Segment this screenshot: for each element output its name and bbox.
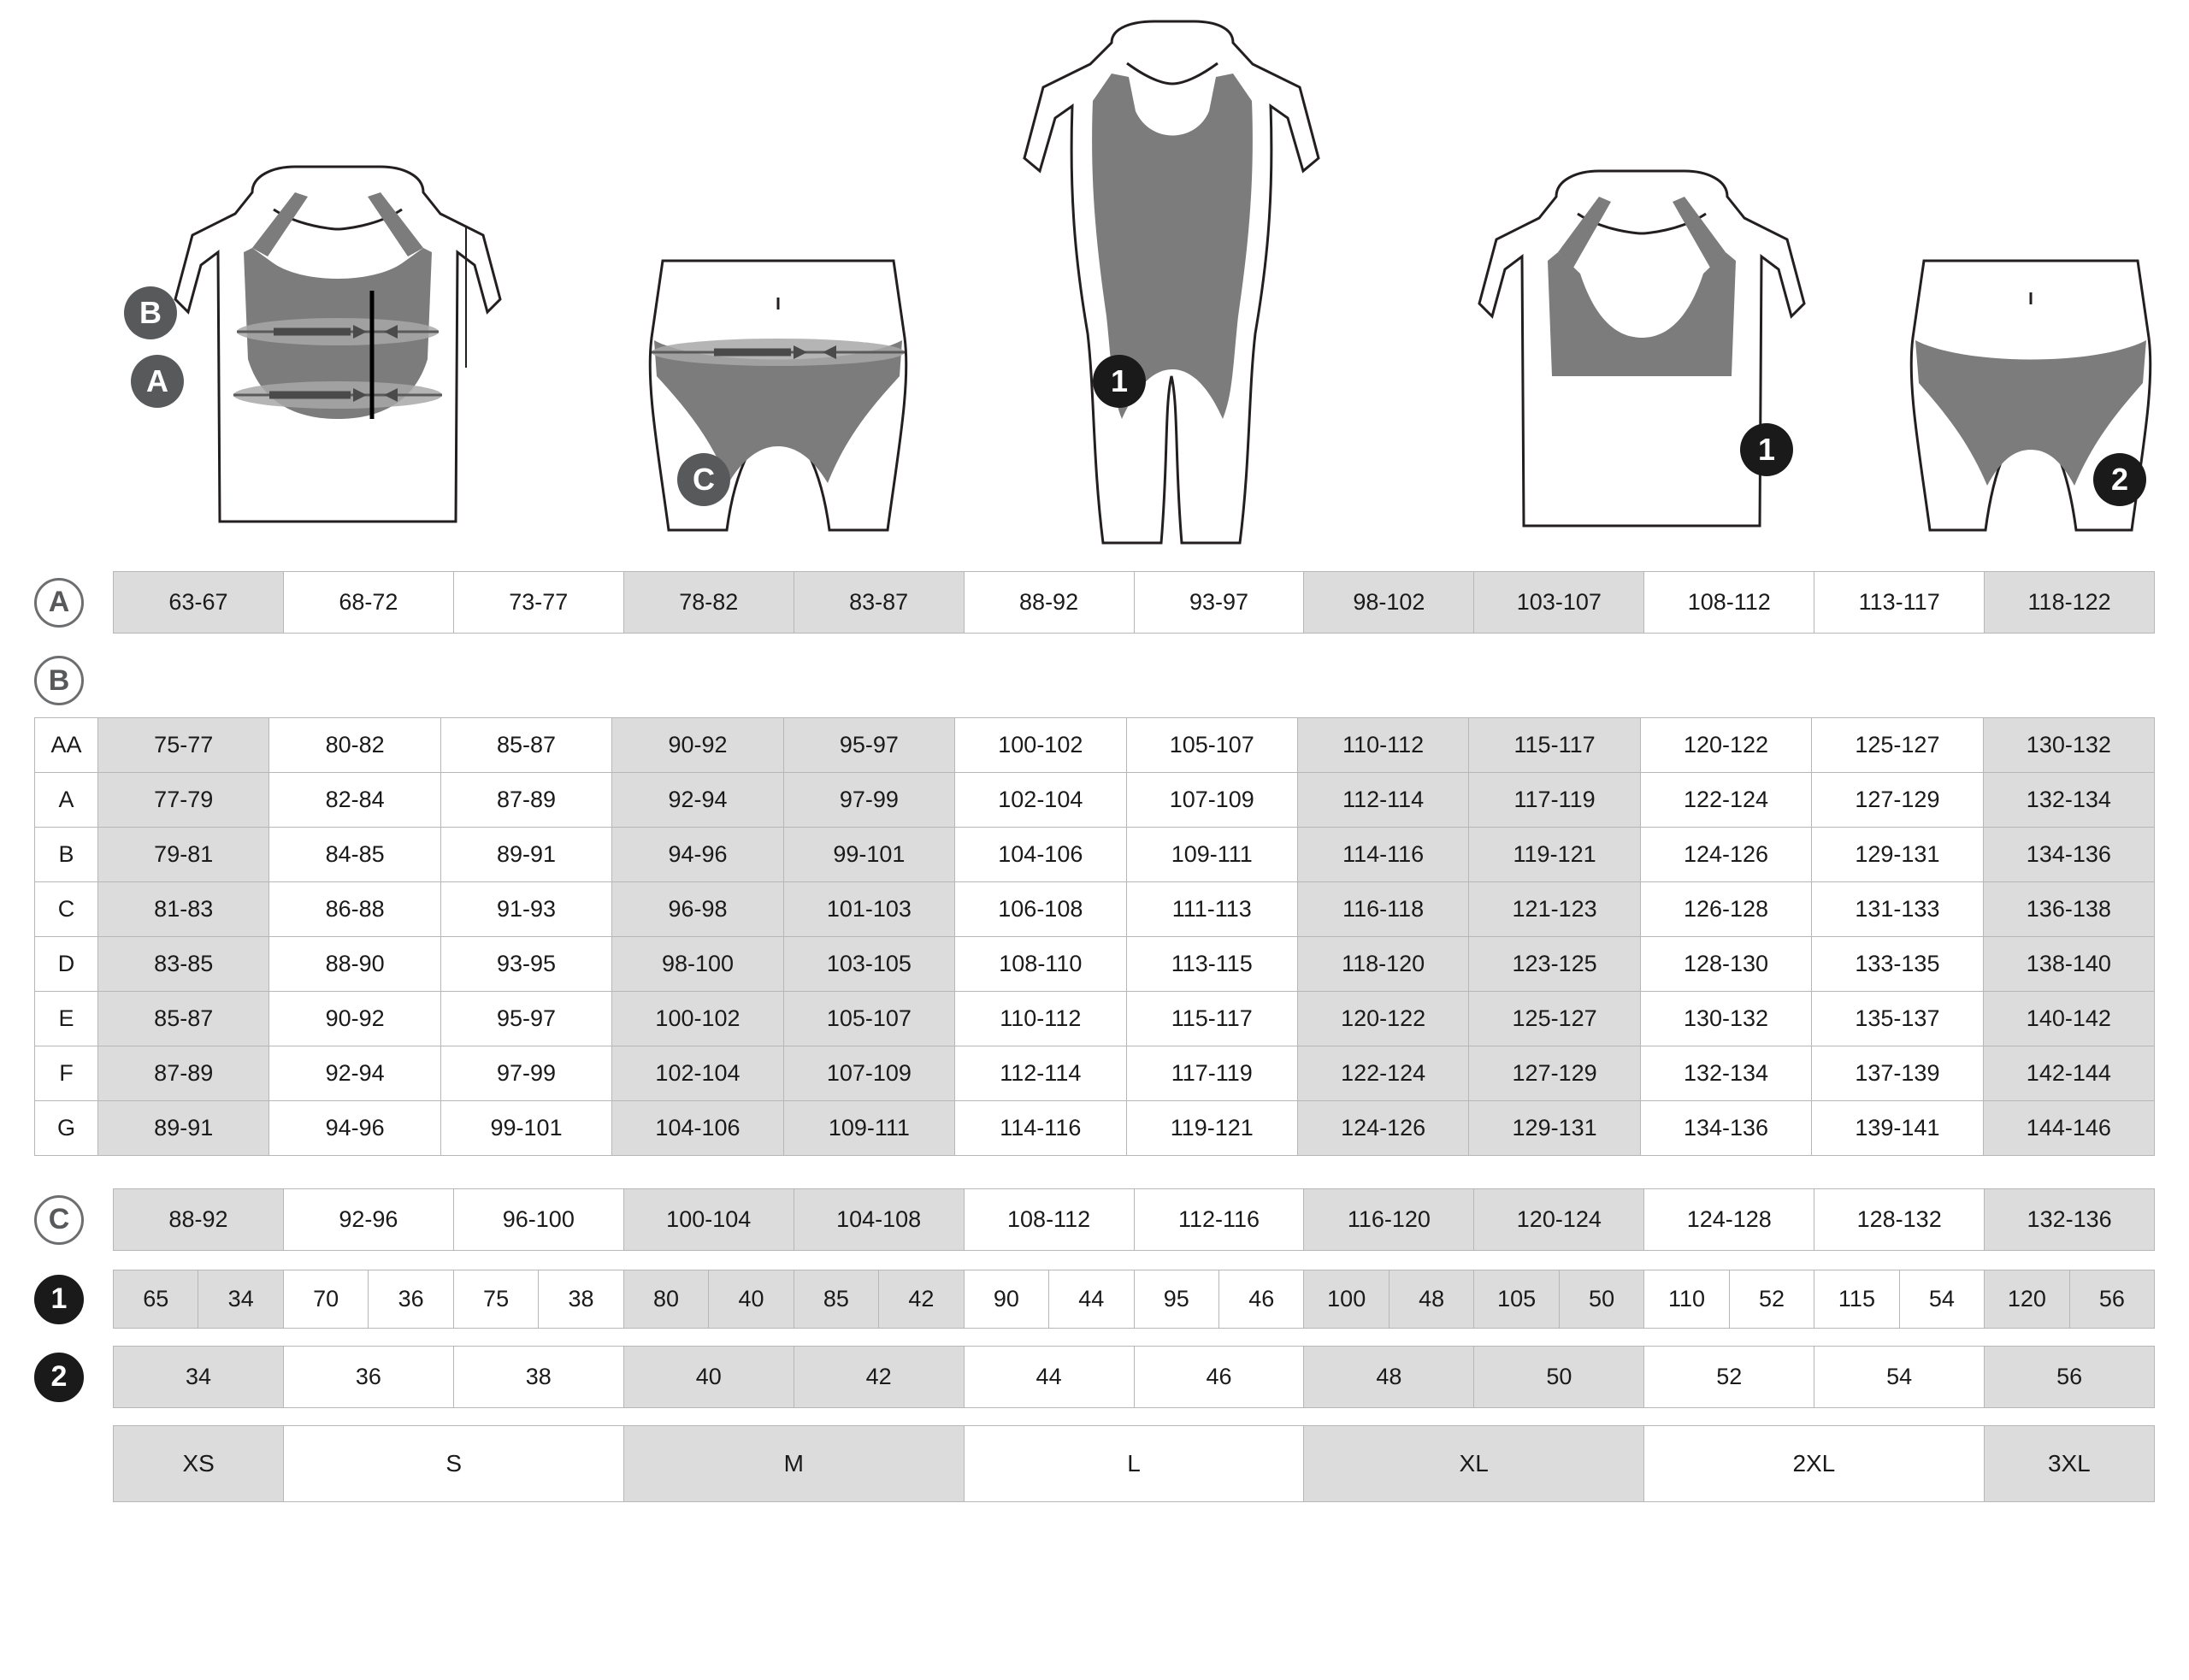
cell: 94-96 [612, 828, 783, 881]
cell: 115-117 [1469, 718, 1640, 772]
cell: 3XL [1985, 1426, 2154, 1501]
cell: 131-133 [1812, 882, 1983, 936]
cell: 144-146 [1984, 1101, 2154, 1155]
cup-label: F [35, 1046, 98, 1100]
cell: 107-109 [1127, 773, 1298, 827]
swimsuit-one-piece-figure [983, 17, 1360, 560]
cell: 54 [1814, 1347, 1985, 1407]
cell: 97-99 [441, 1046, 612, 1100]
cell: 89-91 [98, 1101, 269, 1155]
table-row [35, 1046, 2154, 1101]
pair-group [1644, 1270, 1814, 1328]
cell: 94-96 [269, 1101, 440, 1155]
cell: 111-113 [1127, 882, 1298, 936]
cell: 96-98 [612, 882, 783, 936]
cell: 95-97 [441, 992, 612, 1046]
cell: 52 [1644, 1347, 1814, 1407]
cell: 90-92 [612, 718, 783, 772]
cell: 99-101 [784, 828, 955, 881]
cell: 104-106 [612, 1101, 783, 1155]
cell: 54 [1928, 1286, 1955, 1312]
cell: 99-101 [441, 1101, 612, 1155]
table-row [35, 937, 2154, 992]
cup-label: AA [35, 718, 98, 772]
cell: 52 [1758, 1286, 1785, 1312]
cell: 98-102 [1304, 572, 1474, 633]
cell: 139-141 [1812, 1101, 1983, 1155]
pair-group [965, 1270, 1135, 1328]
cell: 79-81 [98, 828, 269, 881]
cell: 85 [794, 1270, 879, 1328]
cell: 112-114 [1298, 773, 1469, 827]
cell: 34 [198, 1270, 282, 1328]
cell: 81-83 [98, 882, 269, 936]
cell: 112-114 [955, 1046, 1126, 1100]
cell: 113-115 [1127, 937, 1298, 991]
cell: 90 [965, 1270, 1049, 1328]
row-c [34, 1188, 2155, 1251]
bust-measure-illustration [124, 162, 569, 539]
cell: 122-124 [1298, 1046, 1469, 1100]
badge-c: C [677, 453, 730, 506]
cell: 100-102 [612, 992, 783, 1046]
table-row [35, 1101, 2154, 1155]
cell: 136-138 [1984, 882, 2154, 936]
row-label-one: 1 [34, 1275, 84, 1324]
cell: 56 [2070, 1270, 2154, 1328]
cell: 129-131 [1812, 828, 1983, 881]
cell: M [624, 1426, 965, 1501]
cell: 110-112 [1298, 718, 1469, 772]
table-row [35, 718, 2154, 773]
cell: 83-87 [794, 572, 965, 633]
cell: 125-127 [1469, 992, 1640, 1046]
cell: 127-129 [1812, 773, 1983, 827]
bra-top-figure [1428, 167, 1847, 547]
cell: 46 [1135, 1347, 1305, 1407]
figures-band [34, 0, 2155, 564]
cell: 135-137 [1812, 992, 1983, 1046]
badge-a: A [131, 355, 184, 408]
badge-b: B [124, 286, 177, 339]
pair-group [1135, 1270, 1305, 1328]
cell: 124-126 [1298, 1101, 1469, 1155]
cell: 34 [114, 1347, 284, 1407]
row-letter-sizes [34, 1425, 2155, 1502]
cell: 128-130 [1641, 937, 1812, 991]
cell: 109-111 [784, 1101, 955, 1155]
row-a [34, 571, 2155, 634]
cell: 112-116 [1135, 1189, 1305, 1250]
cell: 120-122 [1298, 992, 1469, 1046]
cell: 77-79 [98, 773, 269, 827]
cell: XL [1304, 1426, 1644, 1501]
cell: 88-90 [269, 937, 440, 991]
cell: 118-120 [1298, 937, 1469, 991]
cell: 106-108 [955, 882, 1126, 936]
cell: 137-139 [1812, 1046, 1983, 1100]
cell: 70 [284, 1270, 369, 1328]
pair-group [794, 1270, 965, 1328]
cell: 40 [709, 1270, 793, 1328]
cell: 132-136 [1985, 1189, 2154, 1250]
cell: 103-105 [784, 937, 955, 991]
cell: 101-103 [784, 882, 955, 936]
cell: 125-127 [1812, 718, 1983, 772]
cell: 127-129 [1469, 1046, 1640, 1100]
cell: 109-111 [1127, 828, 1298, 881]
cell: 116-118 [1298, 882, 1469, 936]
cell: 110-112 [955, 992, 1126, 1046]
pair-group [114, 1270, 284, 1328]
table-row [35, 773, 2154, 828]
row-c-cells [113, 1188, 2155, 1251]
cell: 113-117 [1814, 572, 1985, 633]
cell: 132-134 [1984, 773, 2154, 827]
cell: 98-100 [612, 937, 783, 991]
cell: 46 [1248, 1286, 1275, 1312]
cell: 92-94 [269, 1046, 440, 1100]
cell: 82-84 [269, 773, 440, 827]
table-row [35, 828, 2154, 882]
cell: 78-82 [624, 572, 794, 633]
cell: 36 [398, 1286, 424, 1312]
cell: 102-104 [955, 773, 1126, 827]
cell: 50 [1474, 1347, 1644, 1407]
hip-measure-illustration [616, 256, 941, 547]
cell: 90-92 [269, 992, 440, 1046]
cell: 75 [454, 1270, 539, 1328]
cell: 56 [1985, 1347, 2154, 1407]
cell: 126-128 [1641, 882, 1812, 936]
cell: 133-135 [1812, 937, 1983, 991]
cell: 84-85 [269, 828, 440, 881]
cell: 88-92 [965, 572, 1135, 633]
cell: 138-140 [1984, 937, 2154, 991]
cell: 134-136 [1641, 1101, 1812, 1155]
cell: 100-102 [955, 718, 1126, 772]
cup-label: C [35, 882, 98, 936]
row-one [34, 1270, 2155, 1329]
cell: 114-116 [1298, 828, 1469, 881]
cell: 107-109 [784, 1046, 955, 1100]
cell: 100-104 [624, 1189, 794, 1250]
cell: 114-116 [955, 1101, 1126, 1155]
cell: 87-89 [441, 773, 612, 827]
cell: 95-97 [784, 718, 955, 772]
cell: 36 [284, 1347, 454, 1407]
bra-top-illustration [1428, 167, 1847, 543]
cell: 83-85 [98, 937, 269, 991]
table-row [35, 992, 2154, 1046]
pair-group [284, 1270, 454, 1328]
cell: 87-89 [98, 1046, 269, 1100]
table-row [35, 882, 2154, 937]
row-label-a: A [34, 578, 84, 628]
cell: 104-106 [955, 828, 1126, 881]
cell: 124-128 [1644, 1189, 1814, 1250]
cell: 122-124 [1641, 773, 1812, 827]
cell: 105 [1474, 1270, 1559, 1328]
row-label-two: 2 [34, 1353, 84, 1402]
cell: 108-110 [955, 937, 1126, 991]
cup-label: A [35, 773, 98, 827]
cell: 44 [1078, 1286, 1105, 1312]
cell: 65 [114, 1270, 198, 1328]
pair-group [1474, 1270, 1644, 1328]
cell: 108-112 [1644, 572, 1814, 633]
bikini-bottom-figure [1890, 256, 2172, 551]
cell: 130-132 [1984, 718, 2154, 772]
hip-measure-figure [616, 256, 941, 551]
cell: 68-72 [284, 572, 454, 633]
cell: 132-134 [1641, 1046, 1812, 1100]
cell: 128-132 [1814, 1189, 1985, 1250]
cell: 120 [1985, 1270, 2069, 1328]
cup-label: E [35, 992, 98, 1046]
cell: 89-91 [441, 828, 612, 881]
row-label-b: B [34, 656, 84, 705]
cell: 105-107 [1127, 718, 1298, 772]
cell: 120-122 [1641, 718, 1812, 772]
cell: 115 [1814, 1270, 1899, 1328]
pair-group [454, 1270, 624, 1328]
cell: 50 [1560, 1270, 1643, 1328]
cell: L [965, 1426, 1305, 1501]
cell: 92-96 [284, 1189, 454, 1250]
cell: 93-97 [1135, 572, 1305, 633]
cell: 42 [879, 1270, 963, 1328]
cell: 95 [1135, 1270, 1219, 1328]
cup-label: D [35, 937, 98, 991]
cell: 108-112 [965, 1189, 1135, 1250]
cell: 119-121 [1127, 1101, 1298, 1155]
pair-group [624, 1270, 794, 1328]
badge-one-bra: 1 [1740, 423, 1793, 476]
cell: 73-77 [454, 572, 624, 633]
cell: 88-92 [114, 1189, 284, 1250]
cell: 100 [1304, 1270, 1389, 1328]
cell: S [284, 1426, 624, 1501]
cell: 85-87 [441, 718, 612, 772]
cell: 40 [624, 1347, 794, 1407]
cell: 120-124 [1474, 1189, 1644, 1250]
badge-one-swimsuit: 1 [1093, 355, 1146, 408]
row-b-label-band [34, 656, 2155, 705]
cup-label: B [35, 828, 98, 881]
cell: 118-122 [1985, 572, 2154, 633]
row-two [34, 1346, 2155, 1408]
row-a-cells [113, 571, 2155, 634]
cup-label: G [35, 1101, 98, 1155]
cell: 86-88 [269, 882, 440, 936]
cell: 97-99 [784, 773, 955, 827]
cell: 103-107 [1474, 572, 1644, 633]
cell: 124-126 [1641, 828, 1812, 881]
row-one-cells [113, 1270, 2155, 1329]
cell: 102-104 [612, 1046, 783, 1100]
cup-size-matrix [34, 717, 2155, 1156]
cell: 116-120 [1304, 1189, 1474, 1250]
cell: 123-125 [1469, 937, 1640, 991]
cell: 75-77 [98, 718, 269, 772]
cell: 63-67 [114, 572, 284, 633]
cell: 134-136 [1984, 828, 2154, 881]
cell: 119-121 [1469, 828, 1640, 881]
cell: 96-100 [454, 1189, 624, 1250]
pair-group [1985, 1270, 2154, 1328]
cell: 48 [1390, 1270, 1473, 1328]
cell: 44 [965, 1347, 1135, 1407]
cell: 110 [1644, 1270, 1729, 1328]
cell: 80-82 [269, 718, 440, 772]
cell: 91-93 [441, 882, 612, 936]
pair-group [1814, 1270, 1985, 1328]
cell: 85-87 [98, 992, 269, 1046]
cell: 142-144 [1984, 1046, 2154, 1100]
cell: 129-131 [1469, 1101, 1640, 1155]
row-letter-sizes-cells [113, 1425, 2155, 1502]
cell: 117-119 [1469, 773, 1640, 827]
cell: 130-132 [1641, 992, 1812, 1046]
row-label-c: C [34, 1195, 84, 1245]
cell: 48 [1304, 1347, 1474, 1407]
swimsuit-illustration [983, 17, 1360, 556]
cell: 80 [624, 1270, 709, 1328]
cell: 104-108 [794, 1189, 965, 1250]
cell: 117-119 [1127, 1046, 1298, 1100]
cell: 105-107 [784, 992, 955, 1046]
cell: 2XL [1644, 1426, 1985, 1501]
cell: XS [114, 1426, 284, 1501]
badge-two-bottom: 2 [2093, 453, 2146, 506]
bust-measure-figure [124, 162, 569, 543]
cell: 93-95 [441, 937, 612, 991]
cell: 115-117 [1127, 992, 1298, 1046]
cell: 140-142 [1984, 992, 2154, 1046]
cell: 92-94 [612, 773, 783, 827]
cell: 42 [794, 1347, 965, 1407]
cell: 38 [454, 1347, 624, 1407]
pair-group [1304, 1270, 1474, 1328]
row-two-cells [113, 1346, 2155, 1408]
cell: 38 [568, 1286, 594, 1312]
cell: 121-123 [1469, 882, 1640, 936]
